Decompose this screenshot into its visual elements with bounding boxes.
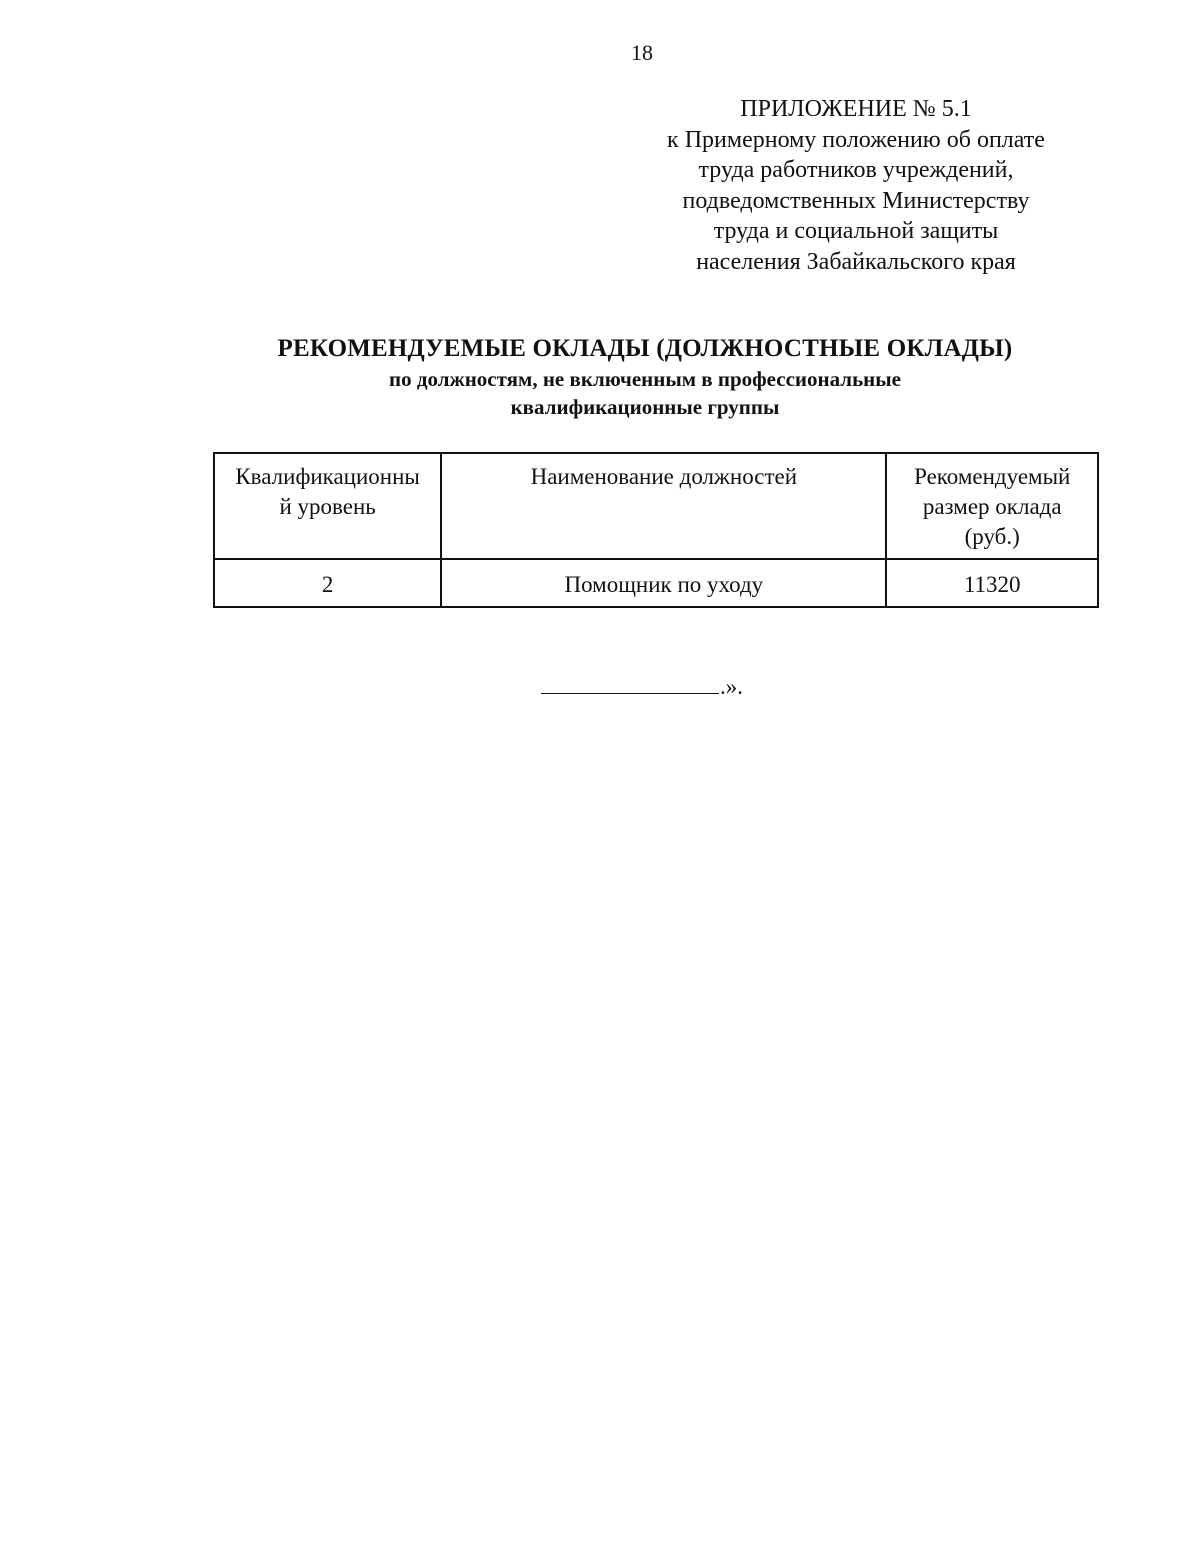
table-header-row (214, 453, 1098, 559)
header-text: Квалификационны (235, 464, 420, 489)
header-text: Наименование должностей (530, 464, 798, 489)
header-recommended-salary (886, 453, 1098, 559)
underline-divider (541, 673, 719, 694)
header-text: Рекомендуемый (914, 464, 1071, 489)
header-text: й уровень (279, 494, 376, 519)
cell-position-name: Помощник по уходу (441, 559, 886, 607)
heading-sub-line: по должностям, не включенным в профессиональные (389, 367, 901, 391)
salary-table (213, 452, 1099, 608)
heading-sub-line: квалификационные группы (510, 395, 780, 419)
appendix-line: к Примерному положению об оплате (667, 126, 1045, 153)
page-number: 18 (631, 40, 653, 65)
cell-level: 2 (214, 559, 441, 607)
appendix-line: труда работников учреждений, (698, 157, 1014, 183)
document-heading (160, 333, 1130, 421)
appendix-line: подведомственных Министерству (682, 187, 1030, 214)
header-text: размер оклада (922, 494, 1062, 519)
closing-mark: .». (720, 674, 743, 699)
closing-line (541, 673, 743, 700)
appendix-block (620, 94, 1092, 277)
appendix-line: населения Забайкальского края (696, 248, 1016, 275)
appendix-title: ПРИЛОЖЕНИЕ № 5.1 (740, 96, 972, 122)
heading-main: РЕКОМЕНДУЕМЫЕ ОКЛАДЫ (ДОЛЖНОСТНЫЕ ОКЛАДЫ) (277, 335, 1013, 362)
header-text: (руб.) (964, 524, 1020, 549)
header-qualification-level (214, 453, 441, 559)
table-row (214, 559, 1098, 607)
header-position-name (441, 453, 886, 559)
cell-salary: 11320 (886, 559, 1098, 607)
appendix-line: труда и социальной защиты (713, 218, 999, 244)
